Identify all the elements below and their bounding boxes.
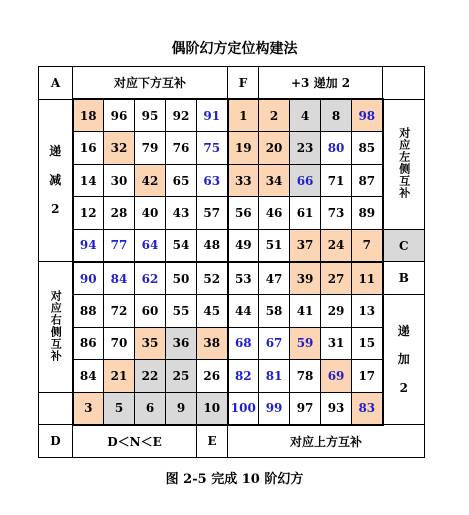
grid-cell: 49 bbox=[228, 229, 259, 262]
grid-cell: 37 bbox=[290, 229, 321, 262]
grid-cell: 52 bbox=[197, 262, 228, 295]
footer-d-text: D＜N＜E bbox=[73, 425, 197, 458]
header-a-text: 对应下方互补 bbox=[73, 67, 228, 100]
grid-cell: 99 bbox=[259, 392, 290, 425]
right-bottom-char: 2 bbox=[399, 381, 408, 396]
grid-cell: 73 bbox=[321, 197, 352, 230]
grid-cell: 34 bbox=[259, 164, 290, 197]
grid-cell: 91 bbox=[197, 99, 228, 132]
grid-cell: 21 bbox=[104, 360, 135, 393]
grid-cell: 4 bbox=[290, 99, 321, 132]
grid-cell: 54 bbox=[166, 229, 197, 262]
figure-caption: 图 2-5 完成 10 阶幻方 bbox=[165, 472, 304, 487]
grid-cell: 33 bbox=[228, 164, 259, 197]
grid-cell: 7 bbox=[352, 229, 383, 262]
grid-cell: 36 bbox=[166, 327, 197, 360]
grid-cell: 60 bbox=[135, 295, 166, 328]
right-bottom-label bbox=[383, 295, 425, 425]
grid-cell: 41 bbox=[290, 295, 321, 328]
right-top-label bbox=[383, 99, 425, 229]
grid-cell: 2 bbox=[259, 99, 290, 132]
grid-cell: 25 bbox=[166, 360, 197, 393]
label-d: D bbox=[39, 425, 73, 458]
grid-cell: 24 bbox=[321, 229, 352, 262]
grid-cell: 69 bbox=[321, 360, 352, 393]
table-row bbox=[39, 164, 425, 197]
table-row bbox=[39, 327, 425, 360]
grid-cell: 85 bbox=[352, 132, 383, 165]
label-e: E bbox=[197, 425, 228, 458]
grid-cell: 95 bbox=[135, 99, 166, 132]
grid-cell: 72 bbox=[104, 295, 135, 328]
grid-cell: 26 bbox=[197, 360, 228, 393]
header-f-text: +3 递加 2 bbox=[259, 67, 383, 100]
grid-cell: 86 bbox=[73, 327, 104, 360]
grid-cell: 23 bbox=[290, 132, 321, 165]
grid-cell: 56 bbox=[228, 197, 259, 230]
grid-cell: 78 bbox=[290, 360, 321, 393]
right-top-text: 对应左侧互补 bbox=[397, 126, 411, 199]
grid-cell: 35 bbox=[135, 327, 166, 360]
grid-cell: 40 bbox=[135, 197, 166, 230]
left-bottom-text: 对应右侧互补 bbox=[49, 289, 63, 362]
label-a: A bbox=[39, 67, 73, 100]
figure-title: 偶阶幻方定位构建法 bbox=[171, 41, 298, 57]
grid-cell: 1 bbox=[228, 99, 259, 132]
left-bottom-label bbox=[39, 262, 73, 392]
grid-cell: 46 bbox=[259, 197, 290, 230]
grid-cell: 58 bbox=[259, 295, 290, 328]
grid-cell: 39 bbox=[290, 262, 321, 295]
grid-cell: 88 bbox=[73, 295, 104, 328]
grid-cell: 57 bbox=[197, 197, 228, 230]
footer-row bbox=[39, 425, 425, 458]
footer-e-text: 对应上方互补 bbox=[228, 425, 425, 458]
grid-cell: 70 bbox=[104, 327, 135, 360]
grid-cell: 3 bbox=[73, 392, 104, 425]
grid-cell: 38 bbox=[197, 327, 228, 360]
grid-cell: 96 bbox=[104, 99, 135, 132]
magic-square-table bbox=[38, 66, 425, 458]
table-row bbox=[39, 99, 425, 132]
left-bottom-empty bbox=[39, 392, 73, 425]
grid-cell: 100 bbox=[228, 392, 259, 425]
grid-cell: 47 bbox=[259, 262, 290, 295]
grid-cell: 18 bbox=[73, 99, 104, 132]
header-corner-empty bbox=[383, 67, 425, 100]
grid-cell: 92 bbox=[166, 99, 197, 132]
grid-cell: 79 bbox=[135, 132, 166, 165]
grid-cell: 22 bbox=[135, 360, 166, 393]
table-row bbox=[39, 295, 425, 328]
table-row bbox=[39, 392, 425, 425]
grid-cell: 90 bbox=[73, 262, 104, 295]
grid-cell: 94 bbox=[73, 229, 104, 262]
grid-cell: 11 bbox=[352, 262, 383, 295]
table-row bbox=[39, 262, 425, 295]
grid-cell: 84 bbox=[73, 360, 104, 393]
grid-cell: 65 bbox=[166, 164, 197, 197]
grid-cell: 66 bbox=[290, 164, 321, 197]
grid-cell: 50 bbox=[166, 262, 197, 295]
grid-cell: 81 bbox=[259, 360, 290, 393]
grid-cell: 9 bbox=[166, 392, 197, 425]
grid-cell: 15 bbox=[352, 327, 383, 360]
grid-cell: 45 bbox=[197, 295, 228, 328]
grid-cell: 20 bbox=[259, 132, 290, 165]
grid-cell: 63 bbox=[197, 164, 228, 197]
grid-cell: 68 bbox=[228, 327, 259, 360]
grid-cell: 27 bbox=[321, 262, 352, 295]
table-row bbox=[39, 197, 425, 230]
grid-cell: 32 bbox=[104, 132, 135, 165]
grid-cell: 29 bbox=[321, 295, 352, 328]
grid-cell: 83 bbox=[352, 392, 383, 425]
header-row bbox=[39, 67, 425, 100]
grid-cell: 87 bbox=[352, 164, 383, 197]
grid-cell: 51 bbox=[259, 229, 290, 262]
grid-cell: 55 bbox=[166, 295, 197, 328]
grid-cell: 42 bbox=[135, 164, 166, 197]
left-top-char: 递 bbox=[49, 144, 62, 159]
grid-cell: 5 bbox=[104, 392, 135, 425]
grid-cell: 71 bbox=[321, 164, 352, 197]
left-top-char: 2 bbox=[51, 201, 60, 216]
table-row bbox=[39, 229, 425, 262]
grid-cell: 13 bbox=[352, 295, 383, 328]
grid-cell: 64 bbox=[135, 229, 166, 262]
grid-cell: 98 bbox=[352, 99, 383, 132]
grid-cell: 59 bbox=[290, 327, 321, 360]
left-top-label bbox=[39, 99, 73, 262]
right-bottom-char: 递 bbox=[397, 323, 410, 338]
grid-cell: 75 bbox=[197, 132, 228, 165]
grid-cell: 6 bbox=[135, 392, 166, 425]
grid-cell: 14 bbox=[73, 164, 104, 197]
label-b: B bbox=[383, 262, 425, 295]
grid-cell: 82 bbox=[228, 360, 259, 393]
grid-cell: 48 bbox=[197, 229, 228, 262]
grid-cell: 28 bbox=[104, 197, 135, 230]
grid-cell: 77 bbox=[104, 229, 135, 262]
grid-cell: 61 bbox=[290, 197, 321, 230]
grid-cell: 43 bbox=[166, 197, 197, 230]
grid-cell: 31 bbox=[321, 327, 352, 360]
table-row bbox=[39, 360, 425, 393]
grid-cell: 8 bbox=[321, 99, 352, 132]
grid-cell: 62 bbox=[135, 262, 166, 295]
grid-cell: 84 bbox=[104, 262, 135, 295]
grid-cell: 80 bbox=[321, 132, 352, 165]
grid-cell: 10 bbox=[197, 392, 228, 425]
grid-cell: 93 bbox=[321, 392, 352, 425]
grid-cell: 97 bbox=[290, 392, 321, 425]
grid-cell: 19 bbox=[228, 132, 259, 165]
grid-cell: 67 bbox=[259, 327, 290, 360]
grid-cell: 44 bbox=[228, 295, 259, 328]
grid-cell: 30 bbox=[104, 164, 135, 197]
grid-cell: 53 bbox=[228, 262, 259, 295]
table-row bbox=[39, 132, 425, 165]
right-bottom-char: 加 bbox=[397, 352, 410, 367]
left-top-char: 减 bbox=[49, 173, 62, 188]
label-f: F bbox=[228, 67, 259, 100]
label-c: C bbox=[383, 229, 425, 262]
grid-cell: 16 bbox=[73, 132, 104, 165]
grid-cell: 12 bbox=[73, 197, 104, 230]
grid-cell: 17 bbox=[352, 360, 383, 393]
grid-cell: 89 bbox=[352, 197, 383, 230]
grid-cell: 76 bbox=[166, 132, 197, 165]
